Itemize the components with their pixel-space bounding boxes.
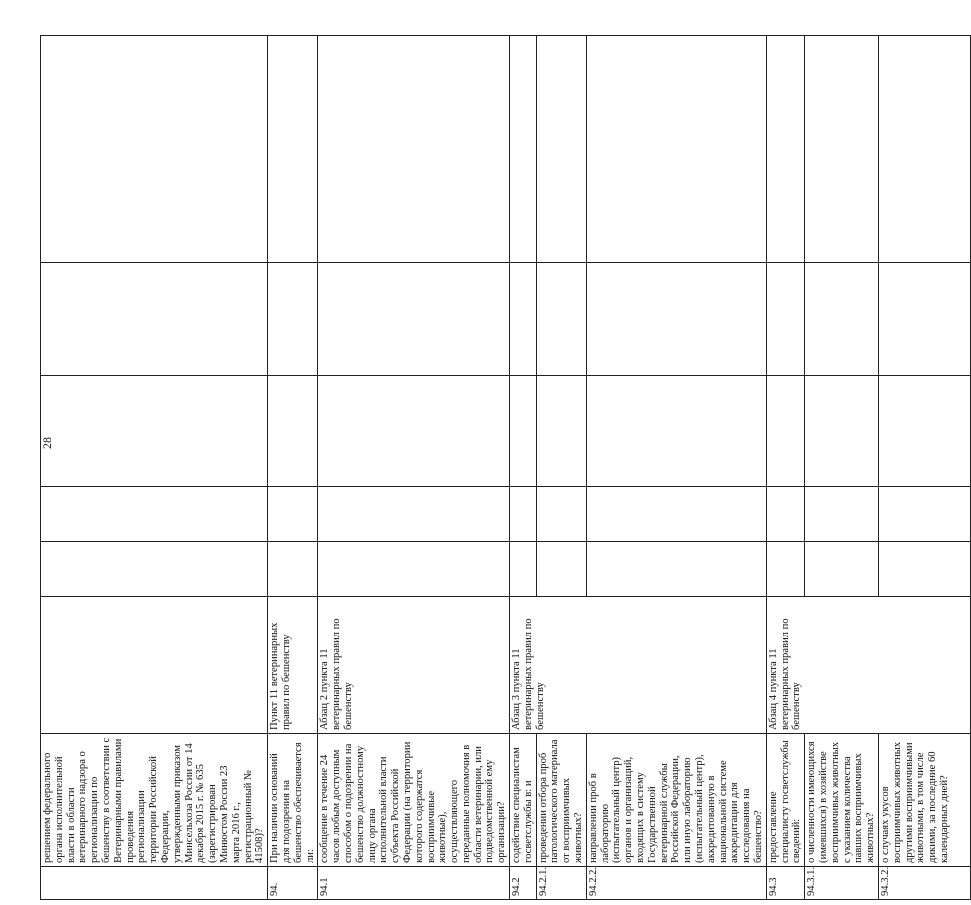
table-row	[510, 36, 537, 900]
legal-reference: Абзац 3 пункта 11 ветеринарных правил по бешенству	[510, 597, 767, 734]
answer-cell	[41, 487, 268, 542]
answer-cell	[805, 376, 879, 487]
checklist-table-rotated	[40, 36, 950, 900]
row-number: 94.2	[510, 867, 537, 900]
answer-cell	[586, 542, 766, 597]
answer-cell	[268, 376, 318, 487]
legal-reference: Абзац 2 пункта 11 ветеринарных правил по бешенству	[318, 597, 510, 734]
row-number: 94.2.1.	[536, 867, 586, 900]
requirement-text: При наличии оснований для подозрения на бешенство обеспечивается ли:	[268, 734, 318, 867]
answer-cell	[318, 36, 510, 263]
row-number: 94.1	[318, 867, 510, 900]
answer-cell	[536, 36, 586, 263]
answer-cell	[766, 376, 804, 487]
row-number: 94.3	[766, 867, 804, 900]
requirement-text: направлении проб в лабораторию (испытательный центр) органов и организаций, входящих в систему Государственной ветеринарной службы Российской Федерации, или иную лабораторию (испытательный центр), аккредитованную в национальной системе аккредитации для исследования на бешенство?	[586, 734, 766, 867]
answer-cell	[878, 263, 970, 376]
answer-cell	[766, 487, 804, 542]
answer-cell	[268, 263, 318, 376]
table-row	[536, 36, 586, 900]
legal-reference	[41, 597, 268, 734]
requirement-text: проведении отбора проб патологического материала от восприимчивых животных?	[536, 734, 586, 867]
answer-cell	[268, 487, 318, 542]
checklist-table	[40, 35, 971, 900]
answer-cell	[805, 36, 879, 263]
answer-cell	[878, 376, 970, 487]
page-number: 28	[40, 437, 54, 449]
answer-cell	[268, 36, 318, 263]
answer-cell	[586, 376, 766, 487]
answer-cell	[536, 487, 586, 542]
requirement-text: сообщение в течение 24 часов любым доступным способом о подозрении на бешенство должностному лицу органа исполнительной власти субъекта Российской Федерации (на территории которого содержатся восприимчивые животные), осуществляющего переданные полномочия в области ветеринарии, или подведомственной ему организации?	[318, 734, 510, 867]
table-row	[805, 36, 879, 900]
row-number: 94.	[268, 867, 318, 900]
answer-cell	[268, 542, 318, 597]
answer-cell	[318, 487, 510, 542]
answer-cell	[41, 542, 268, 597]
answer-cell	[766, 36, 804, 263]
legal-reference: Абзац 4 пункта 11 ветеринарных правил по бешенству	[766, 597, 970, 734]
answer-cell	[536, 542, 586, 597]
answer-cell	[41, 263, 268, 376]
row-number: 94.2.2.	[586, 867, 766, 900]
answer-cell	[586, 487, 766, 542]
table-row	[878, 36, 970, 900]
answer-cell	[510, 376, 537, 487]
answer-cell	[510, 487, 537, 542]
legal-reference: Пункт 11 ветеринарных правил по бешенству	[268, 597, 318, 734]
answer-cell	[586, 36, 766, 263]
requirement-text: о случаях укусов восприимчивых животных другими восприимчивыми животными, в том числе дикими, за последние 60 календарных дней?	[878, 734, 970, 867]
answer-cell	[510, 542, 537, 597]
answer-cell	[805, 263, 879, 376]
requirement-text: содействие специалистам госветслужбы в: и	[510, 734, 537, 867]
answer-cell	[510, 36, 537, 263]
table-row	[41, 36, 268, 900]
row-number	[41, 867, 268, 900]
table-row	[766, 36, 804, 900]
table-row	[268, 36, 318, 900]
answer-cell	[536, 263, 586, 376]
table-row	[586, 36, 766, 900]
table-row	[318, 36, 510, 900]
answer-cell	[536, 376, 586, 487]
answer-cell	[510, 263, 537, 376]
answer-cell	[878, 36, 970, 263]
answer-cell	[318, 542, 510, 597]
answer-cell	[41, 376, 268, 487]
requirement-text: о численности имеющихся (имевшихся) в хозяйстве восприимчивых животных с указанием количества павших восприимчивых животных?	[805, 734, 879, 867]
answer-cell	[878, 542, 970, 597]
row-number: 94.3.1.	[805, 867, 879, 900]
requirement-text: решением федерального органа исполнительной власти в области ветеринарного надзора о регионализации по бешенству в соответствии с Ветеринарными правилами проведения регионализации территории Российской Федерации, утвержденными приказом Минсельхоза России от 14 декабря 2015 г. № 635 (зарегистрирован Минюстом России 23 марта 2016 г., регистрационный № 41508)?	[41, 734, 268, 867]
answer-cell	[318, 376, 510, 487]
row-number: 94.3.2.	[878, 867, 970, 900]
answer-cell	[878, 487, 970, 542]
answer-cell	[586, 263, 766, 376]
answer-cell	[805, 487, 879, 542]
answer-cell	[318, 263, 510, 376]
requirement-text: предоставление специалисту госветслужбы сведений:	[766, 734, 804, 867]
answer-cell	[766, 542, 804, 597]
answer-cell	[805, 542, 879, 597]
answer-cell	[766, 263, 804, 376]
answer-cell	[41, 36, 268, 263]
